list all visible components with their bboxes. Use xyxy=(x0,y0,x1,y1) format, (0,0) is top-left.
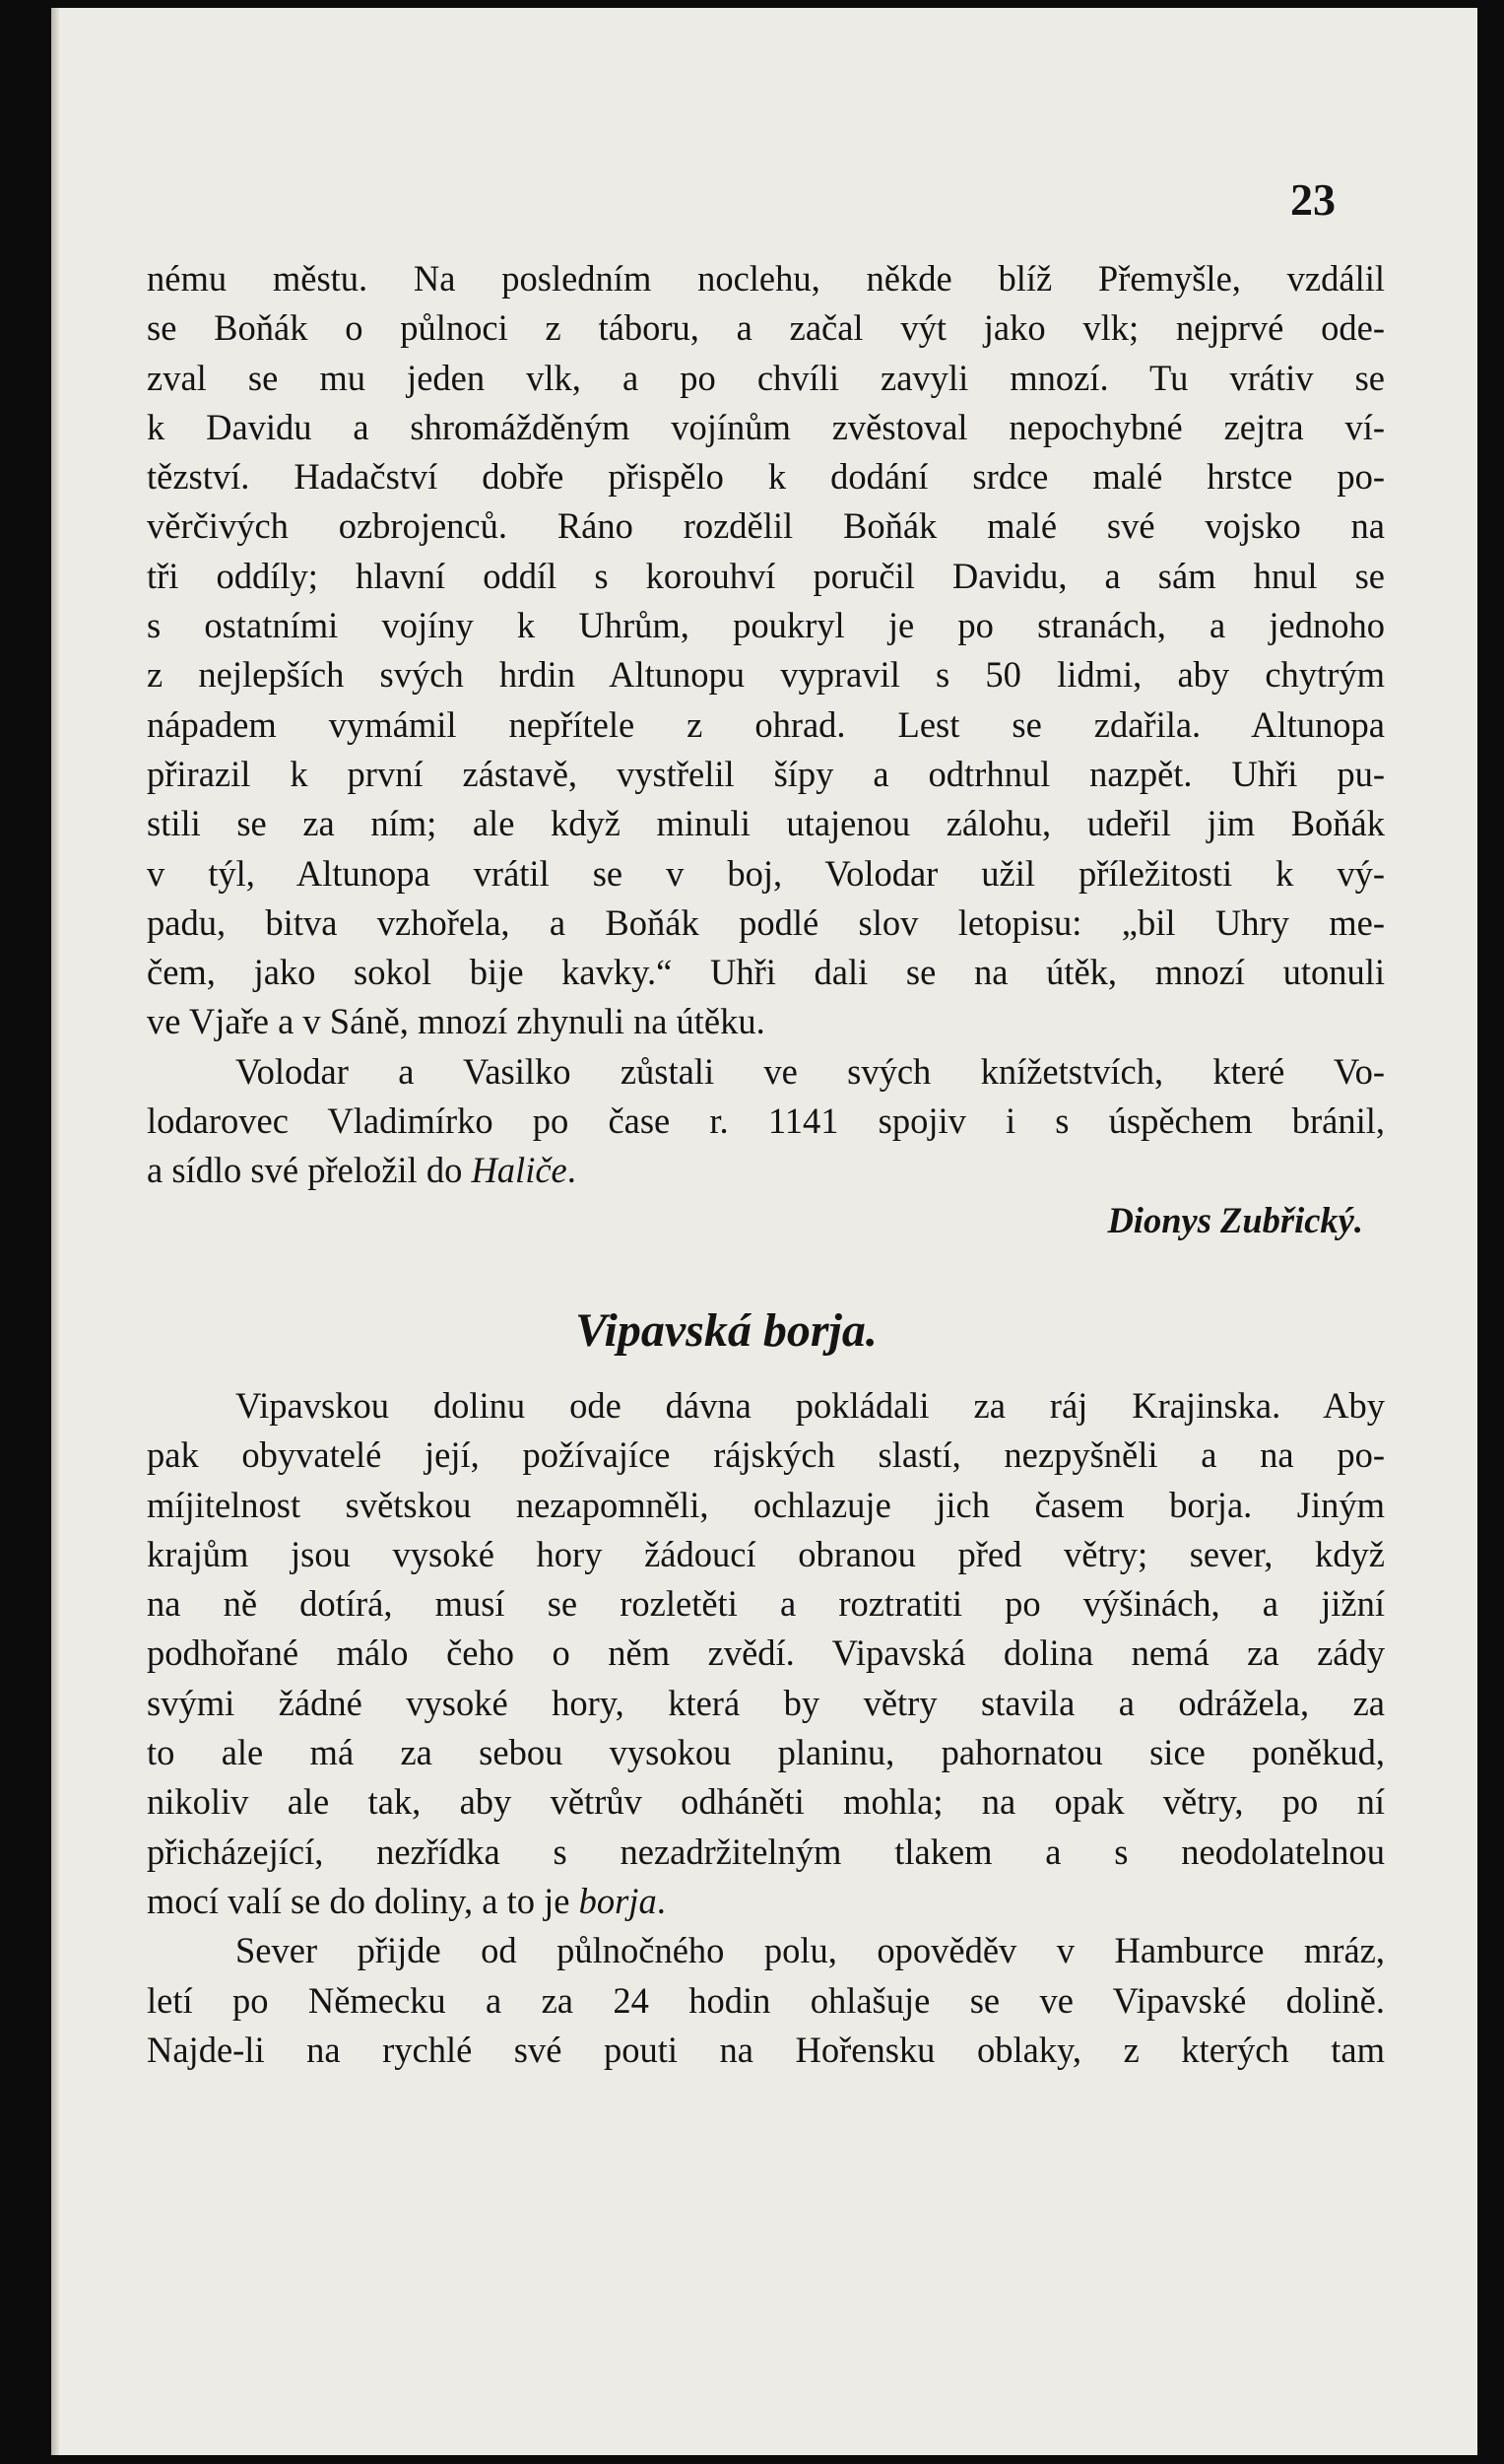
text-line: nikoliv ale tak, aby větrův odháněti mohla; na opak větry, po ní xyxy=(147,1781,1385,1823)
paragraph-2 xyxy=(147,1047,1385,1196)
author-signature: Dionys Zubřický. xyxy=(1107,1199,1363,1240)
page-spine-shadow xyxy=(51,8,59,2455)
text-line: k Davidu a shromážděným vojínům zvěstoval nepochybné zejtra ví- xyxy=(147,406,1385,447)
text-line: padu, bitva vzhořela, a Boňák podlé slov letopisu: „bil Uhry me- xyxy=(147,901,1385,943)
text-line: Vipavskou dolinu ode dávna pokládali za ráj Krajinska. Aby xyxy=(235,1384,1385,1426)
book-page xyxy=(51,8,1477,2455)
term-italic: borja xyxy=(578,1880,657,1921)
text-line: podhořané málo čeho o něm zvědí. Vipavská dolina nemá za zády xyxy=(147,1632,1385,1674)
text-run: . xyxy=(566,1150,576,1191)
text-line: tři oddíly; hlavní oddíl s korouhví poručil Davidu, a sám hnul se xyxy=(147,555,1385,596)
text-line-last xyxy=(147,1146,1385,1195)
text-line: tězství. Hadačství dobře přispělo k dodání srdce malé hrstce po- xyxy=(147,456,1385,498)
text-line: nápadem vymámil nepřítele z ohrad. Lest se zdařila. Altunopa xyxy=(147,703,1385,745)
text-run: . xyxy=(656,1880,666,1921)
text-line: Najde-li na rychlé své pouti na Hořensku oblaky, z kterých tam xyxy=(147,2029,1385,2070)
article-heading: Vipavská borja. xyxy=(575,1303,878,1357)
paragraph-3 xyxy=(147,1381,1385,1926)
text-line: stili se za ním; ale když minuli utajenou zálohu, udeřil jim Boňák xyxy=(147,803,1385,844)
text-line-last xyxy=(147,1877,1385,1926)
text-line: čem, jako sokol bije kavky.“ Uhři dali se na útěk, mnozí utonuli xyxy=(147,952,1385,993)
paragraph-1 xyxy=(147,254,1385,1047)
text-line: s ostatními vojíny k Uhrům, poukryl je po stranách, a jednoho xyxy=(147,605,1385,646)
text-line: na ně dotírá, musí se rozletěti a roztratiti po výšinách, a jižní xyxy=(147,1583,1385,1625)
page-number: 23 xyxy=(1290,174,1336,225)
text-line: nému městu. Na posledním noclehu, někde blíž Přemyšle, vzdálil xyxy=(147,258,1385,299)
page-text xyxy=(147,254,1385,2075)
text-line: svými žádné vysoké hory, která by větry stavila a odrážela, za xyxy=(147,1682,1385,1723)
text-line: zval se mu jeden vlk, a po chvíli zavyli mnozí. Tu vrátiv se xyxy=(147,357,1385,398)
text-line: Sever přijde od půlnočného polu, opověděv v Hamburce mráz, xyxy=(235,1930,1385,1971)
place-name-italic: Haliče xyxy=(471,1150,567,1191)
text-line: pak obyvatelé její, požívajíce rájských slastí, nezpyšněli a na po- xyxy=(147,1434,1385,1476)
text-line: v týl, Altunopa vrátil se v boj, Volodar užil příležitosti k vý- xyxy=(147,852,1385,894)
text-line: se Boňák o půlnoci z táboru, a začal výt jako vlk; nejprvé ode- xyxy=(147,307,1385,349)
text-line: přirazil k první zástavě, vystřelil šípy a odtrhnul nazpět. Uhři pu- xyxy=(147,753,1385,794)
text-line: z nejlepších svých hrdin Altunopu vypravil s 50 lidmi, aby chytrým xyxy=(147,654,1385,696)
text-line: lodarovec Vladimírko po čase r. 1141 spojiv i s úspěchem bránil, xyxy=(147,1100,1385,1142)
text-run: a sídlo své přeložil do xyxy=(147,1150,472,1191)
text-line: to ale má za sebou vysokou planinu, pahornatou sice poněkud, xyxy=(147,1732,1385,1773)
text-line: Volodar a Vasilko zůstali ve svých knížetstvích, které Vo- xyxy=(235,1050,1385,1092)
paragraph-4 xyxy=(147,1926,1385,2075)
text-line: míjitelnost světskou nezapomněli, ochlazuje jich časem borja. Jiným xyxy=(147,1484,1385,1525)
text-line: věrčivých ozbrojenců. Ráno rozdělil Boňák malé své vojsko na xyxy=(147,505,1385,547)
text-line: krajům jsou vysoké hory žádoucí obranou před větry; sever, když xyxy=(147,1533,1385,1574)
text-line: přicházející, nezřídka s nezadržitelným tlakem a s neodolatelnou xyxy=(147,1831,1385,1872)
text-line: letí po Německu a za 24 hodin ohlašuje se ve Vipavské dolině. xyxy=(147,1979,1385,2021)
text-line-last: ve Vjaře a v Sáně, mnozí zhynuli na útěku. xyxy=(147,1001,765,1042)
text-run: mocí valí se do doliny, a to je xyxy=(147,1880,579,1921)
